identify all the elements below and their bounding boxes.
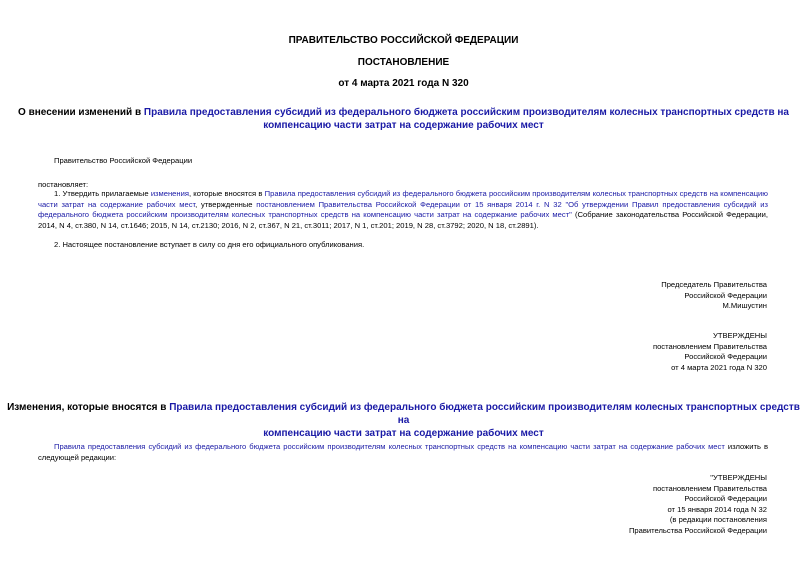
changes-para-link[interactable]: Правила предоставления субсидий из федерального бюджета российским производителям колесных транспортных средств на компенсацию части затрат на содержание рабочих мест [54, 442, 725, 451]
approved-line3: Российской Федерации [684, 352, 767, 362]
changes-title-prefix: Изменения, которые вносятся в [7, 402, 170, 413]
document-type: ПОСТАНОВЛЕНИЕ [357, 57, 450, 68]
changes-title [0, 401, 807, 440]
signature-block [661, 280, 767, 312]
title-link-line1[interactable]: Правила предоставления субсидий из федерального бюджета российским производителям колесных транспортных средств на [143, 107, 789, 118]
approved2-line3: Российской Федерации [684, 494, 767, 504]
approved2-line4: от 15 января 2014 года N 32 [667, 504, 767, 514]
government-heading: ПРАВИТЕЛЬСТВО РОССИЙСКОЙ ФЕДЕРАЦИИ [288, 35, 519, 46]
changes-paragraph [38, 442, 768, 463]
p1-link-resolution[interactable]: постановлением Правительства Российской Федерации от 15 января 2014 г. N 32 "Об утверждении Правил предоставления субсидий из федерального бюджета российским производителям колесных транспортных средств на компенсацию части затрат на содержание рабочих мест" [38, 199, 768, 220]
document-title [0, 106, 807, 132]
paragraph-1 [38, 189, 768, 231]
decrees-text: постановляет: [38, 180, 89, 189]
signature-line1: Председатель Правительства [661, 280, 767, 289]
paragraph-2: 2. Настоящее постановление вступает в силу со дня его официального опубликования. [54, 240, 365, 249]
signature-line2: Российской Федерации [684, 290, 767, 300]
approved-line2: постановлением Правительства [652, 341, 767, 351]
document-date-number: от 4 марта 2021 года N 320 [338, 78, 469, 89]
p1-text4: (Собрание законодательства Российской Федерации, 2014, N 4, ст.380, N 14, ст.1646; 2015, N 14, ст.2130; 2016, N 2, ст.367, N 21, ст.3011; 2017, N 1, ст.201; 2019, N 28, ст.3792; 2020, N 18, ст.2891). [38, 210, 768, 230]
p1-text3: , утвержденные [195, 199, 257, 209]
approved-line1: УТВЕРЖДЕНЫ [713, 331, 767, 340]
approved2-line6: Правительства Российской Федерации [628, 525, 767, 535]
intro-text: Правительство Российской Федерации [54, 156, 193, 165]
changes-title-link-line1[interactable]: Правила предоставления субсидий из федерального бюджета российским производителям колесных транспортных средств на [169, 402, 800, 426]
approved2-block [629, 473, 767, 537]
signature-name: М.Мишустин [722, 301, 767, 311]
p1-link-rules[interactable]: Правила предоставления субсидий из федерального бюджета российским производителям колесных транспортных средств на компенсацию части затрат на содержание рабочих мест [38, 189, 768, 209]
p1-text1: 1. Утвердить прилагаемые [54, 189, 151, 198]
approved-line4: от 4 марта 2021 года N 320 [671, 362, 767, 372]
p1-text2: , которые вносятся в [188, 189, 265, 198]
changes-para-text: изложить в следующей редакции: [38, 442, 768, 462]
p1-link-changes[interactable]: изменения [150, 189, 189, 198]
approved2-line2: постановлением Правительства [652, 483, 767, 493]
title-prefix: О внесении изменений в [18, 107, 144, 118]
approved2-line5: (в редакции постановления [669, 515, 767, 525]
changes-title-link-line2[interactable]: компенсацию части затрат на содержание рабочих мест [263, 428, 544, 439]
approved-block [653, 331, 767, 373]
approved2-line1: "УТВЕРЖДЕНЫ [710, 473, 767, 482]
title-link-line2[interactable]: компенсацию части затрат на содержание рабочих мест [263, 120, 544, 131]
